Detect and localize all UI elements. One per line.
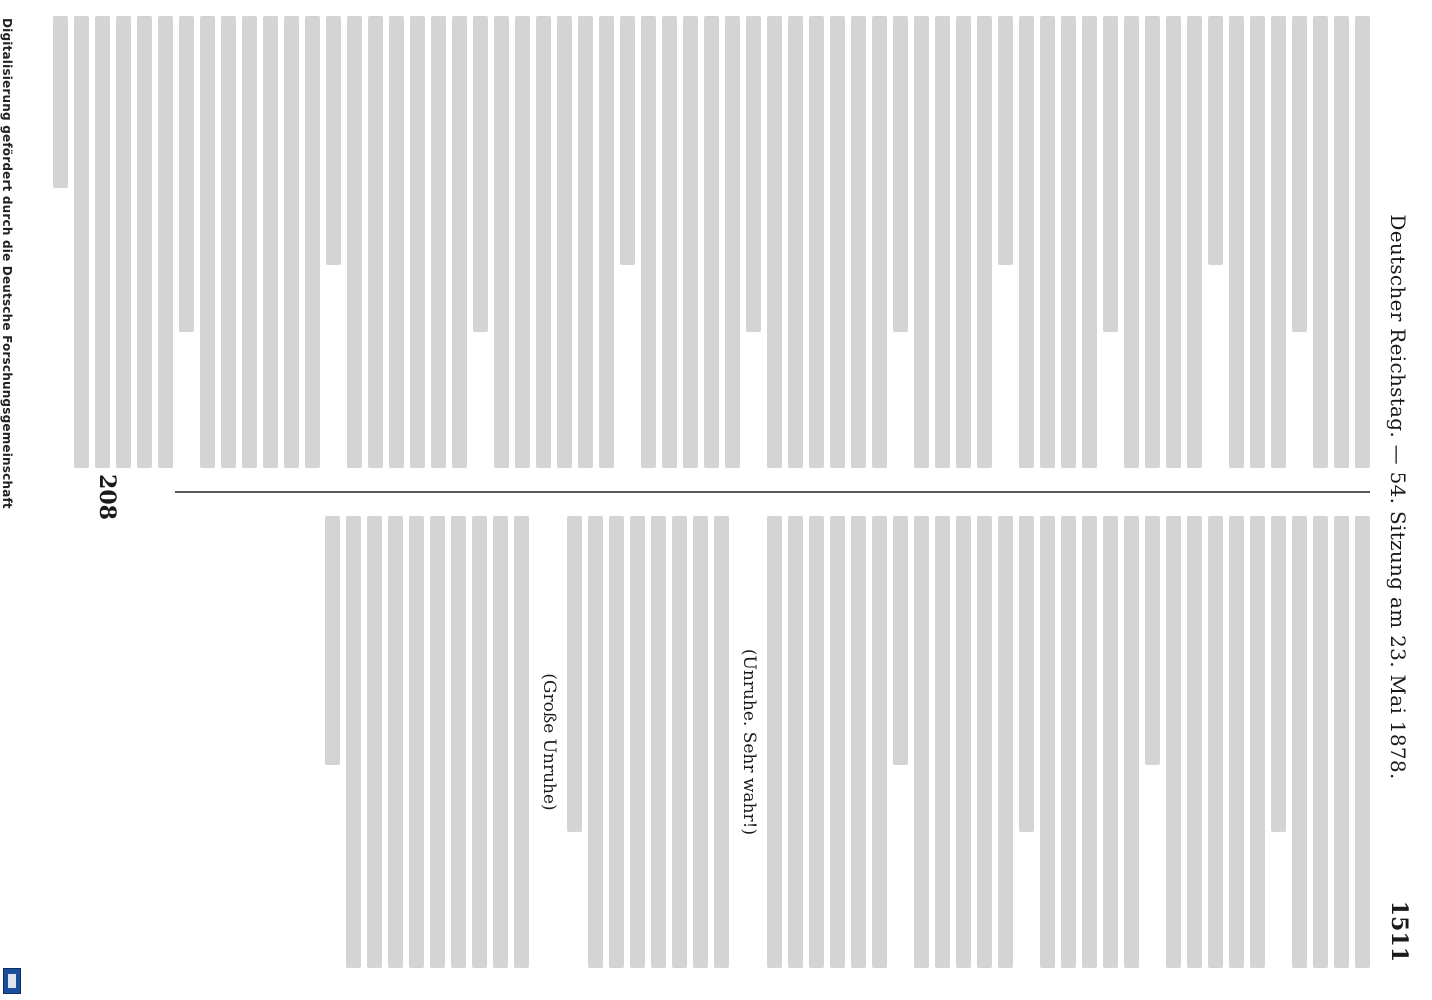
- text-line: [788, 516, 803, 968]
- text-line: [1040, 16, 1055, 468]
- text-line: [493, 516, 508, 968]
- text-line: [1355, 516, 1370, 968]
- text-line: [472, 516, 487, 968]
- text-line: [1103, 16, 1118, 332]
- text-line: [1124, 516, 1139, 968]
- text-line: [693, 516, 708, 968]
- text-line: [630, 516, 645, 968]
- text-line: [221, 16, 236, 468]
- running-title: Deutscher Reichstag. — 54. Sitzung am 23. Mai 1878.: [1386, 214, 1410, 780]
- text-line: [714, 516, 729, 968]
- text-line: [588, 516, 603, 968]
- text-line: [662, 16, 677, 468]
- text-line: [515, 16, 530, 468]
- text-line: [1250, 516, 1265, 968]
- text-line: [53, 16, 68, 188]
- text-line: [1019, 516, 1034, 832]
- text-line: [367, 516, 382, 968]
- text-line: [1334, 516, 1349, 968]
- text-line: [1145, 516, 1160, 765]
- text-line: [641, 16, 656, 468]
- text-line: [1271, 516, 1286, 832]
- text-line: [1292, 16, 1307, 332]
- text-line: [410, 16, 425, 468]
- text-line: [998, 16, 1013, 265]
- text-line: [1334, 16, 1349, 468]
- text-line: [179, 16, 194, 332]
- text-line: [830, 16, 845, 468]
- text-line: [514, 516, 529, 968]
- text-line: [368, 16, 383, 468]
- text-line: [725, 16, 740, 468]
- text-line: [1187, 516, 1202, 968]
- text-line: [284, 16, 299, 468]
- text-line: [1082, 16, 1097, 468]
- text-line: [494, 16, 509, 468]
- text-line: [1103, 516, 1118, 968]
- text-line: [1061, 516, 1076, 968]
- text-line: [788, 16, 803, 468]
- text-line: [1166, 516, 1181, 968]
- text-line: [347, 16, 362, 468]
- text-line: [1229, 516, 1244, 968]
- text-line: [388, 516, 403, 968]
- text-line: [977, 516, 992, 968]
- page-header: [1378, 16, 1416, 978]
- stage-direction: (Unruhe. Sehr wahr!): [739, 648, 759, 836]
- text-line: [409, 516, 424, 968]
- column-rule: [175, 491, 1370, 493]
- text-line: [914, 16, 929, 468]
- text-line: [346, 516, 361, 968]
- text-line: [1061, 16, 1076, 468]
- text-line: [746, 16, 761, 332]
- text-line: [893, 16, 908, 332]
- text-line: [1292, 516, 1307, 968]
- text-line: [557, 16, 572, 468]
- text-line: [452, 16, 467, 468]
- text-line: [1208, 16, 1223, 265]
- text-line: [1229, 16, 1244, 468]
- text-line: [609, 516, 624, 968]
- text-line: [451, 516, 466, 968]
- text-line: [767, 16, 782, 468]
- text-line: [914, 516, 929, 968]
- text-line: [1019, 16, 1034, 468]
- text-line: [851, 516, 866, 968]
- text-line: [326, 16, 341, 265]
- text-line: [137, 16, 152, 468]
- text-line: [430, 516, 445, 968]
- text-line: [1082, 516, 1097, 968]
- text-line: [242, 16, 257, 468]
- text-line: [651, 516, 666, 968]
- text-line: [1124, 16, 1139, 468]
- rotated-page: [76, 16, 1416, 978]
- text-line: [851, 16, 866, 468]
- text-line: [263, 16, 278, 468]
- text-line: [1313, 516, 1328, 968]
- column-left: [175, 16, 1370, 468]
- stage-direction: (Große Unruhe): [539, 673, 559, 811]
- text-line: [158, 16, 173, 468]
- text-line: [809, 516, 824, 968]
- text-line: [325, 516, 340, 765]
- text-line: [389, 16, 404, 468]
- text-line: [998, 516, 1013, 968]
- text-line: [956, 516, 971, 968]
- text-line: [683, 16, 698, 468]
- text-line: [578, 16, 593, 468]
- text-line: [672, 516, 687, 968]
- text-line: [893, 516, 908, 765]
- column-right: [175, 516, 1370, 968]
- text-line: [1271, 16, 1286, 468]
- text-line: [1313, 16, 1328, 468]
- text-line: [620, 16, 635, 265]
- text-line: [599, 16, 614, 468]
- text-line: [1208, 516, 1223, 968]
- page-number: 1511: [1386, 900, 1412, 962]
- text-line: [431, 16, 446, 468]
- text-line: [704, 16, 719, 468]
- text-line: [1187, 16, 1202, 468]
- text-line: [872, 516, 887, 968]
- text-line: [1040, 516, 1055, 968]
- text-line: [872, 16, 887, 468]
- text-line: [830, 516, 845, 968]
- text-line: [567, 516, 582, 832]
- text-line: [956, 16, 971, 468]
- text-line: [536, 16, 551, 468]
- text-line: [1250, 16, 1265, 468]
- text-line: [1145, 16, 1160, 468]
- text-line: [305, 16, 320, 468]
- text-line: [1166, 16, 1181, 468]
- signature: 208: [94, 474, 120, 520]
- text-line: [200, 16, 215, 468]
- text-line: [977, 16, 992, 468]
- text-line: [767, 516, 782, 968]
- text-line: [935, 516, 950, 968]
- text-line: [473, 16, 488, 332]
- text-line: [809, 16, 824, 468]
- digitization-note-text: Digitalisierung gefördert durch die Deutsche Forschungsgemeinschaft: [0, 18, 14, 509]
- text-line: [1355, 16, 1370, 468]
- text-line: [935, 16, 950, 468]
